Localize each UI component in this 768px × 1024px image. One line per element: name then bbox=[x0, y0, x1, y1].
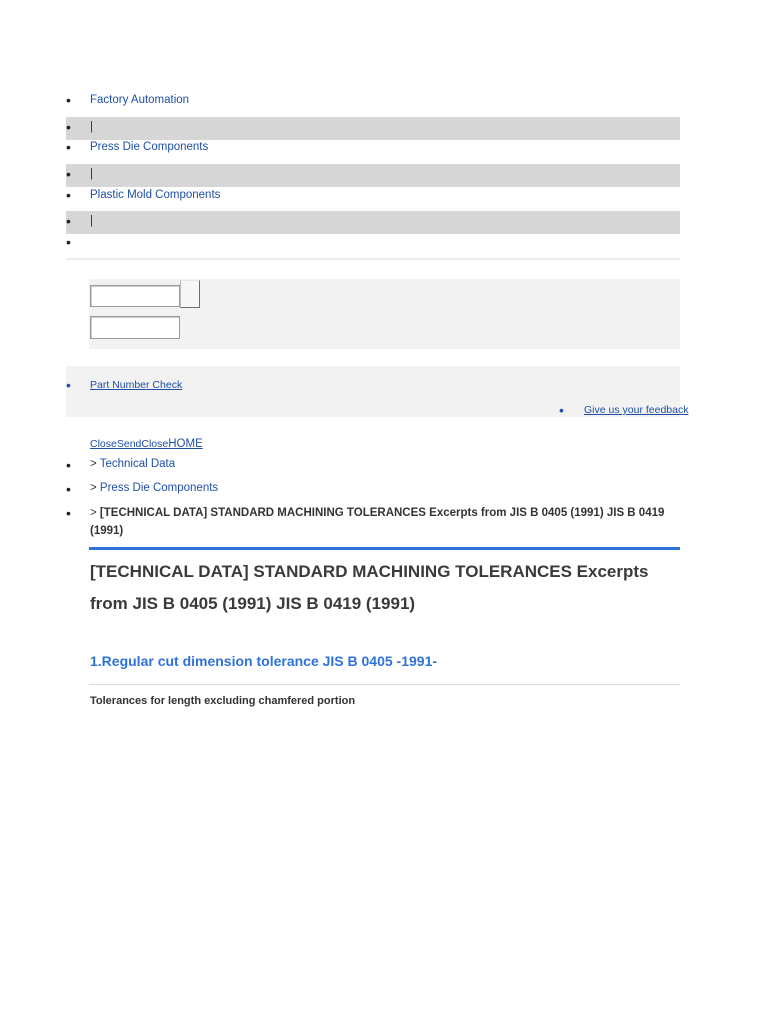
breadcrumb-separator: > bbox=[90, 458, 100, 470]
breadcrumb-link-press-die-components[interactable]: Press Die Components bbox=[99, 482, 219, 494]
bullet-icon: • bbox=[66, 481, 71, 497]
search-button[interactable] bbox=[180, 280, 200, 308]
bullet-icon: • bbox=[66, 377, 71, 393]
nav-item-factory-automation bbox=[66, 90, 680, 113]
bullet-icon: • bbox=[66, 234, 71, 250]
bullet-icon: • bbox=[66, 139, 71, 155]
bullet-icon: • bbox=[66, 505, 71, 521]
bullet-icon: • bbox=[66, 119, 71, 135]
nav-separator bbox=[66, 164, 680, 187]
header-divider bbox=[66, 258, 680, 260]
nav-link-plastic-mold-components[interactable]: Plastic Mold Components bbox=[90, 189, 221, 201]
close-link-secondary[interactable]: Close bbox=[141, 438, 169, 450]
title-accent-line bbox=[89, 547, 680, 550]
keyword-search-input[interactable] bbox=[90, 285, 180, 307]
nav-link-factory-automation[interactable]: Factory Automation bbox=[90, 94, 190, 106]
separator-pipe: | bbox=[90, 121, 93, 133]
page-title: [TECHNICAL DATA] STANDARD MACHINING TOLERANCES Excerpts from JIS B 0405 (1991) JIS B 0419 (1991) bbox=[90, 562, 649, 613]
breadcrumb-current-label: [TECHNICAL DATA] STANDARD MACHINING TOLERANCES Excerpts from JIS B 0405 (1991) JIS B 0419 (1991) bbox=[90, 507, 665, 537]
action-links bbox=[90, 434, 203, 452]
breadcrumb-separator: > bbox=[90, 482, 100, 494]
table-caption: Tolerances for length excluding chamfered portion bbox=[90, 695, 356, 707]
send-link[interactable]: Send bbox=[116, 438, 142, 450]
feedback-link[interactable]: Give us your feedback bbox=[584, 404, 689, 416]
breadcrumb-separator: > bbox=[90, 507, 100, 519]
bullet-icon: • bbox=[66, 213, 71, 229]
nav-item-press-die-components bbox=[66, 137, 680, 160]
breadcrumb-link-technical-data[interactable]: Technical Data bbox=[99, 458, 176, 470]
bullet-icon: • bbox=[66, 92, 71, 108]
separator-pipe: | bbox=[90, 168, 93, 180]
bullet-icon: • bbox=[66, 187, 71, 203]
section-heading: 1.Regular cut dimension tolerance JIS B 0405 -1991- bbox=[90, 653, 438, 669]
search-panel bbox=[89, 279, 680, 349]
bullet-icon: • bbox=[66, 166, 71, 182]
bullet-icon: • bbox=[66, 457, 71, 473]
close-link[interactable]: Close bbox=[90, 438, 117, 450]
bullet-icon: • bbox=[559, 402, 564, 418]
nav-item-plastic-mold-components bbox=[66, 185, 680, 208]
home-link[interactable]: HOME bbox=[168, 438, 203, 450]
part-number-input[interactable] bbox=[90, 316, 180, 339]
section-divider bbox=[89, 684, 680, 685]
nav-separator bbox=[66, 211, 680, 234]
nav-link-press-die-components[interactable]: Press Die Components bbox=[90, 141, 209, 153]
part-number-check-link[interactable]: Part Number Check bbox=[90, 379, 183, 391]
nav-item-empty bbox=[66, 232, 680, 255]
tools-bar bbox=[66, 366, 689, 418]
separator-pipe: | bbox=[90, 215, 93, 227]
